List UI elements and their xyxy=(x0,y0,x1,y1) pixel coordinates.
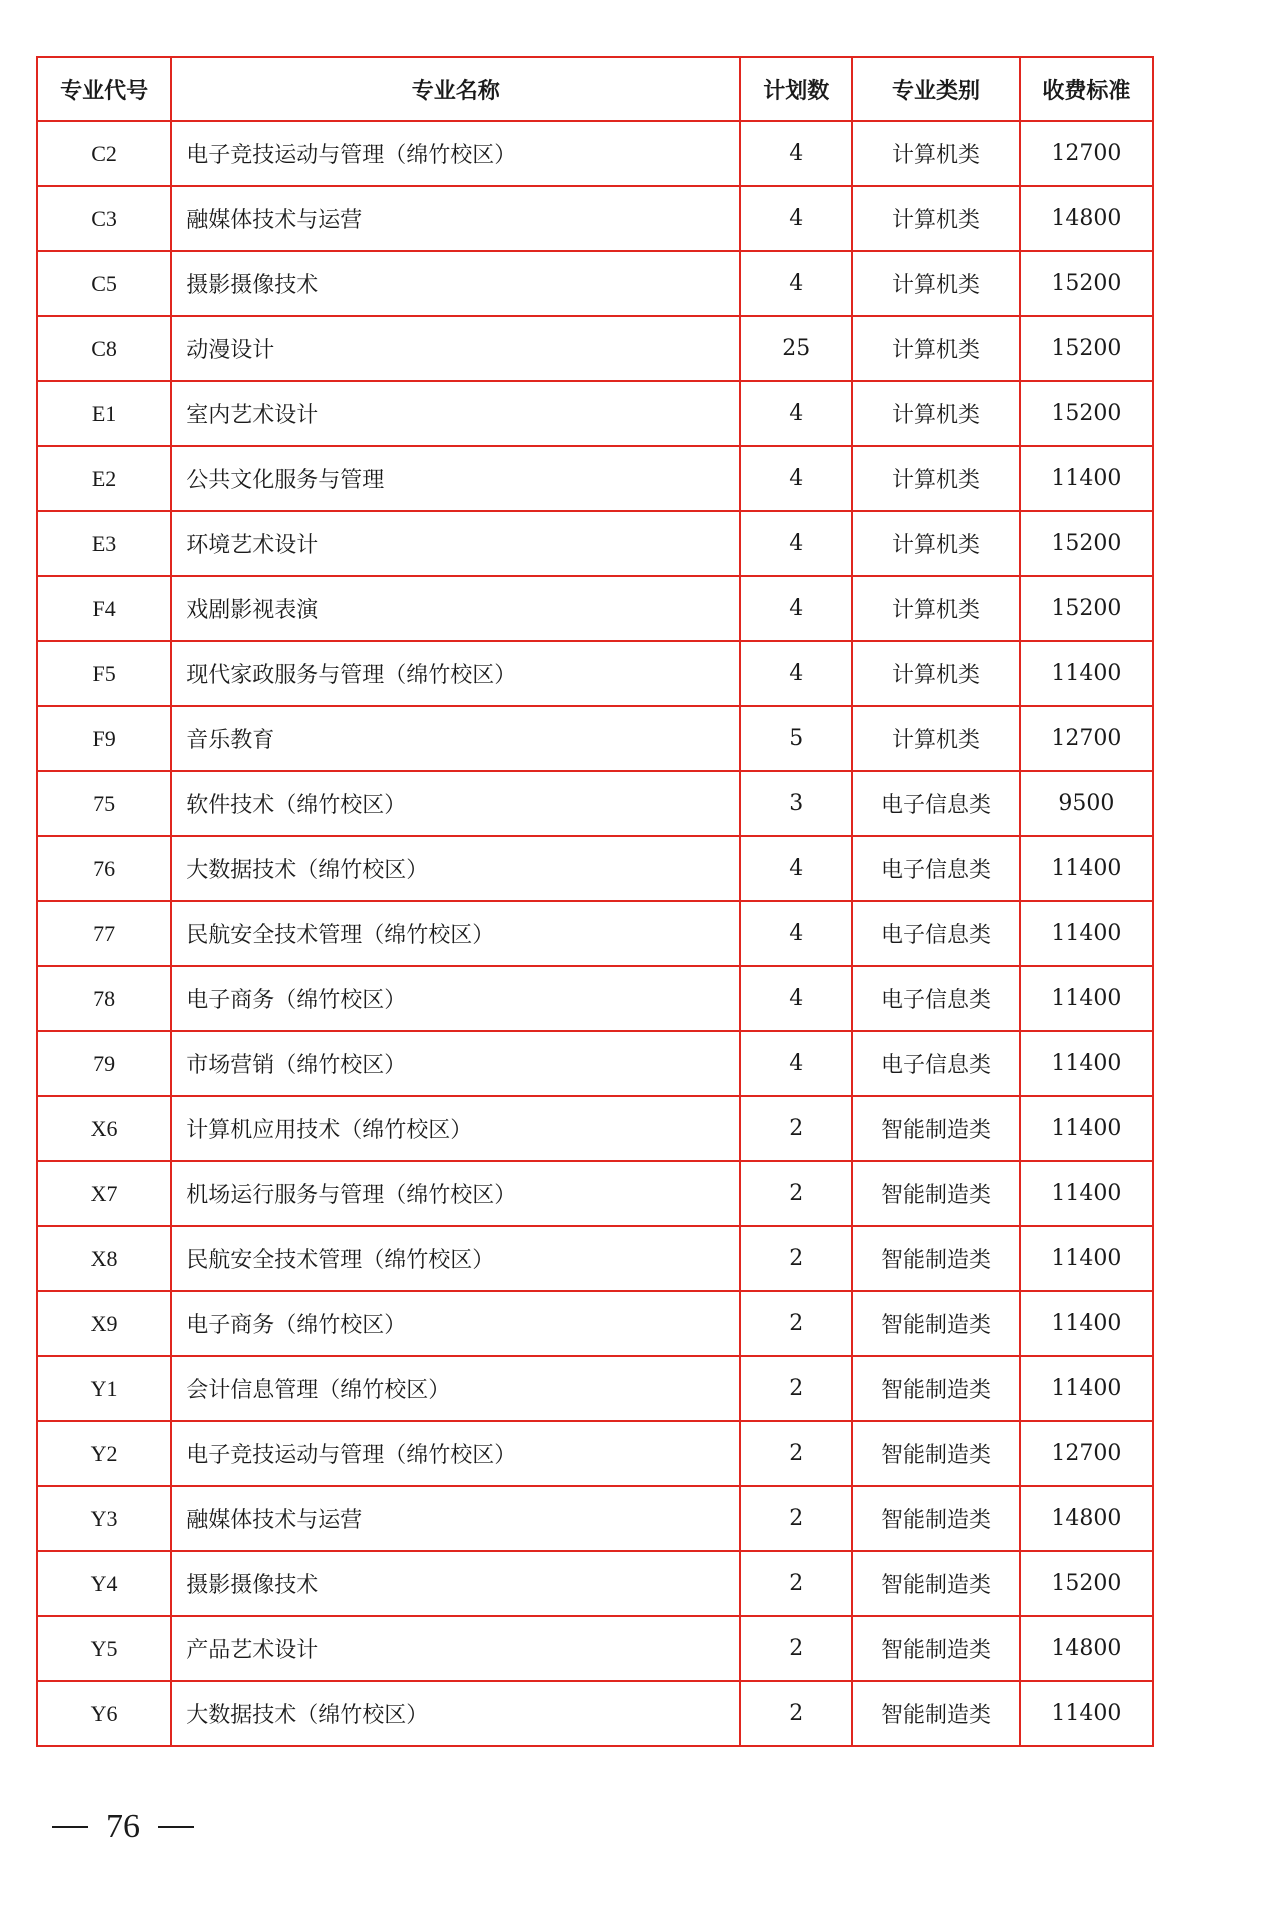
cell-code: Y2 xyxy=(37,1421,171,1486)
cell-category: 计算机类 xyxy=(852,576,1020,641)
table-body xyxy=(37,121,1153,1746)
cell-code: E3 xyxy=(37,511,171,576)
cell-name: 电子商务（绵竹校区） xyxy=(171,1291,740,1356)
cell-name: 计算机应用技术（绵竹校区） xyxy=(171,1096,740,1161)
cell-fee: 9500 xyxy=(1020,771,1153,836)
cell-plan: 4 xyxy=(740,511,852,576)
table-row xyxy=(37,446,1153,511)
cell-fee: 12700 xyxy=(1020,121,1153,186)
table-row xyxy=(37,1356,1153,1421)
cell-name: 大数据技术（绵竹校区） xyxy=(171,836,740,901)
cell-name: 融媒体技术与运营 xyxy=(171,186,740,251)
table-row xyxy=(37,511,1153,576)
cell-code: C2 xyxy=(37,121,171,186)
cell-plan: 2 xyxy=(740,1551,852,1616)
cell-fee: 14800 xyxy=(1020,186,1153,251)
cell-category: 电子信息类 xyxy=(852,771,1020,836)
cell-fee: 15200 xyxy=(1020,316,1153,381)
cell-code: F5 xyxy=(37,641,171,706)
cell-fee: 15200 xyxy=(1020,251,1153,316)
cell-code: F9 xyxy=(37,706,171,771)
table-row xyxy=(37,1031,1153,1096)
cell-fee: 11400 xyxy=(1020,1161,1153,1226)
cell-code: 78 xyxy=(37,966,171,1031)
cell-plan: 2 xyxy=(740,1616,852,1681)
header-plan: 计划数 xyxy=(740,57,852,121)
cell-name: 民航安全技术管理（绵竹校区） xyxy=(171,901,740,966)
cell-fee: 15200 xyxy=(1020,1551,1153,1616)
cell-fee: 11400 xyxy=(1020,1681,1153,1746)
cell-category: 电子信息类 xyxy=(852,836,1020,901)
table-row xyxy=(37,1486,1153,1551)
cell-name: 现代家政服务与管理（绵竹校区） xyxy=(171,641,740,706)
cell-name: 环境艺术设计 xyxy=(171,511,740,576)
header-name: 专业名称 xyxy=(171,57,740,121)
cell-category: 计算机类 xyxy=(852,186,1020,251)
table-row xyxy=(37,251,1153,316)
cell-name: 民航安全技术管理（绵竹校区） xyxy=(171,1226,740,1291)
cell-plan: 4 xyxy=(740,381,852,446)
cell-category: 计算机类 xyxy=(852,316,1020,381)
right-dash xyxy=(158,1826,194,1828)
cell-code: Y6 xyxy=(37,1681,171,1746)
cell-code: E2 xyxy=(37,446,171,511)
cell-plan: 2 xyxy=(740,1421,852,1486)
cell-fee: 11400 xyxy=(1020,1291,1153,1356)
cell-category: 计算机类 xyxy=(852,511,1020,576)
table-row xyxy=(37,186,1153,251)
cell-plan: 2 xyxy=(740,1226,852,1291)
cell-plan: 4 xyxy=(740,576,852,641)
cell-code: X9 xyxy=(37,1291,171,1356)
cell-fee: 11400 xyxy=(1020,1226,1153,1291)
cell-code: C5 xyxy=(37,251,171,316)
cell-name: 软件技术（绵竹校区） xyxy=(171,771,740,836)
table-row xyxy=(37,381,1153,446)
cell-code: Y3 xyxy=(37,1486,171,1551)
cell-code: X6 xyxy=(37,1096,171,1161)
cell-name: 电子竞技运动与管理（绵竹校区） xyxy=(171,1421,740,1486)
cell-plan: 2 xyxy=(740,1356,852,1421)
cell-category: 智能制造类 xyxy=(852,1291,1020,1356)
cell-fee: 11400 xyxy=(1020,446,1153,511)
left-dash xyxy=(52,1826,88,1828)
cell-code: Y1 xyxy=(37,1356,171,1421)
cell-name: 市场营销（绵竹校区） xyxy=(171,1031,740,1096)
cell-fee: 15200 xyxy=(1020,576,1153,641)
cell-fee: 11400 xyxy=(1020,641,1153,706)
cell-plan: 2 xyxy=(740,1291,852,1356)
cell-category: 计算机类 xyxy=(852,121,1020,186)
cell-category: 电子信息类 xyxy=(852,966,1020,1031)
header-code: 专业代号 xyxy=(37,57,171,121)
header-fee: 收费标准 xyxy=(1020,57,1153,121)
table-row xyxy=(37,966,1153,1031)
cell-name: 电子竞技运动与管理（绵竹校区） xyxy=(171,121,740,186)
cell-fee: 15200 xyxy=(1020,381,1153,446)
table-header-row xyxy=(37,57,1153,121)
cell-category: 智能制造类 xyxy=(852,1226,1020,1291)
cell-fee: 14800 xyxy=(1020,1616,1153,1681)
table-row xyxy=(37,576,1153,641)
cell-name: 摄影摄像技术 xyxy=(171,251,740,316)
table-row xyxy=(37,1681,1153,1746)
cell-category: 计算机类 xyxy=(852,706,1020,771)
table-row xyxy=(37,121,1153,186)
cell-fee: 15200 xyxy=(1020,511,1153,576)
cell-category: 计算机类 xyxy=(852,251,1020,316)
table-row xyxy=(37,1226,1153,1291)
header-category: 专业类别 xyxy=(852,57,1020,121)
table-row xyxy=(37,1161,1153,1226)
cell-fee: 12700 xyxy=(1020,1421,1153,1486)
table-row xyxy=(37,771,1153,836)
cell-code: Y4 xyxy=(37,1551,171,1616)
table-row xyxy=(37,1551,1153,1616)
cell-code: 79 xyxy=(37,1031,171,1096)
cell-plan: 25 xyxy=(740,316,852,381)
cell-plan: 4 xyxy=(740,641,852,706)
cell-plan: 2 xyxy=(740,1096,852,1161)
cell-code: E1 xyxy=(37,381,171,446)
cell-category: 智能制造类 xyxy=(852,1551,1020,1616)
cell-name: 动漫设计 xyxy=(171,316,740,381)
cell-category: 智能制造类 xyxy=(852,1356,1020,1421)
cell-category: 电子信息类 xyxy=(852,1031,1020,1096)
table-row xyxy=(37,901,1153,966)
cell-code: C8 xyxy=(37,316,171,381)
cell-fee: 11400 xyxy=(1020,901,1153,966)
cell-name: 电子商务（绵竹校区） xyxy=(171,966,740,1031)
cell-category: 智能制造类 xyxy=(852,1096,1020,1161)
program-table xyxy=(36,56,1154,1747)
table-row xyxy=(37,641,1153,706)
cell-code: 76 xyxy=(37,836,171,901)
page-footer xyxy=(52,1808,194,1846)
cell-category: 智能制造类 xyxy=(852,1421,1020,1486)
cell-category: 计算机类 xyxy=(852,381,1020,446)
cell-fee: 11400 xyxy=(1020,1031,1153,1096)
cell-code: F4 xyxy=(37,576,171,641)
cell-code: X8 xyxy=(37,1226,171,1291)
cell-category: 智能制造类 xyxy=(852,1681,1020,1746)
cell-plan: 4 xyxy=(740,966,852,1031)
table-row xyxy=(37,1421,1153,1486)
cell-name: 公共文化服务与管理 xyxy=(171,446,740,511)
cell-fee: 14800 xyxy=(1020,1486,1153,1551)
cell-code: 77 xyxy=(37,901,171,966)
table-row xyxy=(37,1616,1153,1681)
cell-fee: 12700 xyxy=(1020,706,1153,771)
cell-plan: 4 xyxy=(740,251,852,316)
cell-name: 机场运行服务与管理（绵竹校区） xyxy=(171,1161,740,1226)
cell-code: X7 xyxy=(37,1161,171,1226)
cell-name: 大数据技术（绵竹校区） xyxy=(171,1681,740,1746)
table-row xyxy=(37,1096,1153,1161)
cell-name: 摄影摄像技术 xyxy=(171,1551,740,1616)
cell-code: 75 xyxy=(37,771,171,836)
cell-plan: 2 xyxy=(740,1486,852,1551)
cell-name: 融媒体技术与运营 xyxy=(171,1486,740,1551)
cell-name: 产品艺术设计 xyxy=(171,1616,740,1681)
cell-code: Y5 xyxy=(37,1616,171,1681)
table-row xyxy=(37,316,1153,381)
program-table-container xyxy=(36,56,1154,1747)
cell-plan: 4 xyxy=(740,446,852,511)
table-row xyxy=(37,836,1153,901)
cell-code: C3 xyxy=(37,186,171,251)
cell-fee: 11400 xyxy=(1020,836,1153,901)
cell-plan: 3 xyxy=(740,771,852,836)
cell-plan: 4 xyxy=(740,836,852,901)
cell-name: 音乐教育 xyxy=(171,706,740,771)
cell-category: 智能制造类 xyxy=(852,1616,1020,1681)
cell-category: 计算机类 xyxy=(852,446,1020,511)
cell-plan: 2 xyxy=(740,1681,852,1746)
cell-plan: 4 xyxy=(740,901,852,966)
table-row xyxy=(37,706,1153,771)
cell-fee: 11400 xyxy=(1020,966,1153,1031)
cell-plan: 5 xyxy=(740,706,852,771)
cell-plan: 4 xyxy=(740,186,852,251)
cell-plan: 4 xyxy=(740,121,852,186)
cell-category: 电子信息类 xyxy=(852,901,1020,966)
cell-category: 智能制造类 xyxy=(852,1161,1020,1226)
cell-plan: 4 xyxy=(740,1031,852,1096)
cell-name: 室内艺术设计 xyxy=(171,381,740,446)
table-row xyxy=(37,1291,1153,1356)
cell-category: 计算机类 xyxy=(852,641,1020,706)
cell-fee: 11400 xyxy=(1020,1096,1153,1161)
cell-plan: 2 xyxy=(740,1161,852,1226)
cell-name: 会计信息管理（绵竹校区） xyxy=(171,1356,740,1421)
cell-name: 戏剧影视表演 xyxy=(171,576,740,641)
cell-fee: 11400 xyxy=(1020,1356,1153,1421)
cell-category: 智能制造类 xyxy=(852,1486,1020,1551)
page-number: 76 xyxy=(106,1808,140,1845)
